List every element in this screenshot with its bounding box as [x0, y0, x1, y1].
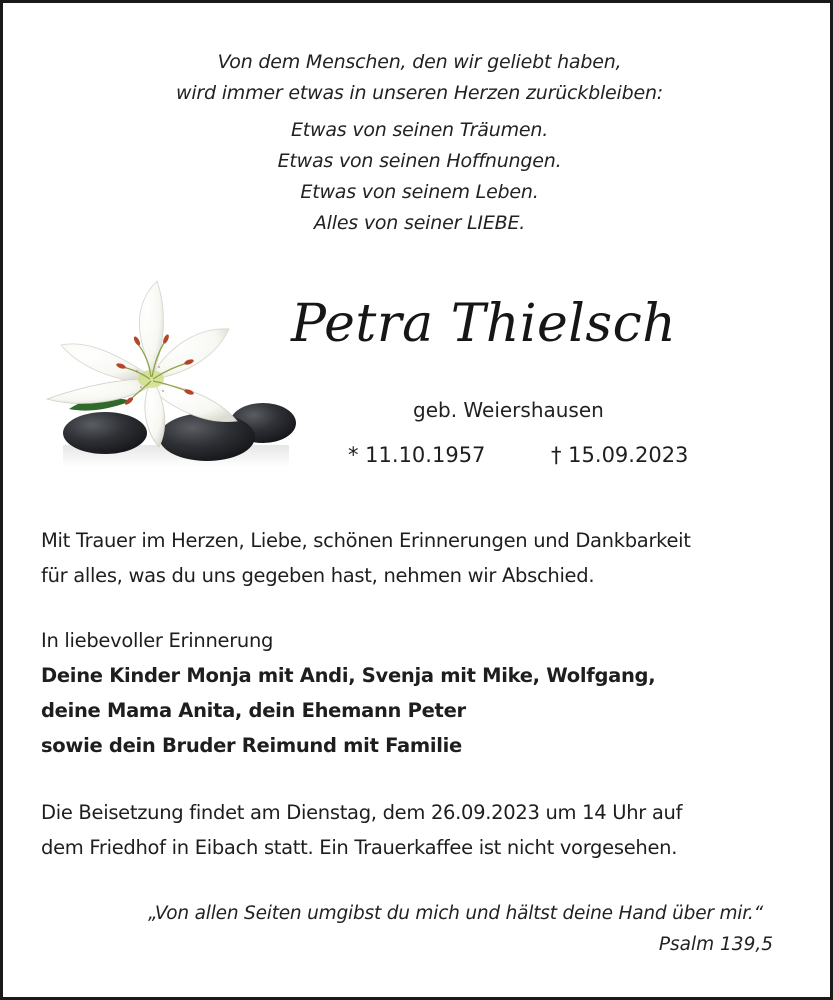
birth-date: * 11.10.1957 [348, 443, 486, 467]
quote-source: Psalm 139,5 [658, 934, 773, 955]
poem-line: wird immer etwas in unseren Herzen zurückbleiben: [176, 82, 663, 104]
birth-name: geb. Weiershausen [413, 398, 604, 422]
farewell-text [41, 523, 801, 593]
text-line: Mit Trauer im Herzen, Liebe, schönen Erinnerungen und Dankbarkeit [41, 529, 691, 552]
deceased-name: Petra Thielsch [291, 294, 677, 354]
death-date: † 15.09.2023 [551, 443, 689, 467]
poem-verse [3, 115, 833, 239]
poem-intro [3, 47, 833, 109]
closing-quote: „Von allen Seiten umgibst du mich und hältst deine Hand über mir.“ [147, 903, 763, 924]
poem-line: Alles von seiner LIEBE. [313, 212, 526, 234]
mourners-line: sowie dein Bruder Reimund mit Familie [41, 734, 462, 757]
text-line: Die Beisetzung findet am Dienstag, dem 26.09.2023 um 14 Uhr auf [41, 801, 683, 824]
text-line: für alles, was du uns gegeben hast, nehmen wir Abschied. [41, 564, 595, 587]
mourners-section [41, 623, 801, 763]
poem-line: Etwas von seinem Leben. [300, 181, 539, 203]
mourners-line: Deine Kinder Monja mit Andi, Svenja mit Mike, Wolfgang, [41, 664, 656, 687]
poem-line: Etwas von seinen Hoffnungen. [277, 150, 562, 172]
mourners-line: deine Mama Anita, dein Ehemann Peter [41, 699, 466, 722]
lily-on-stones-icon [41, 275, 301, 475]
mourners-intro: In liebevoller Erinnerung [41, 629, 274, 652]
poem-line: Etwas von seinen Träumen. [290, 119, 549, 141]
poem-line: Von dem Menschen, den wir geliebt haben, [217, 51, 622, 73]
text-line: dem Friedhof in Eibach statt. Ein Trauerkaffee ist nicht vorgesehen. [41, 836, 678, 859]
funeral-notice [41, 795, 801, 865]
